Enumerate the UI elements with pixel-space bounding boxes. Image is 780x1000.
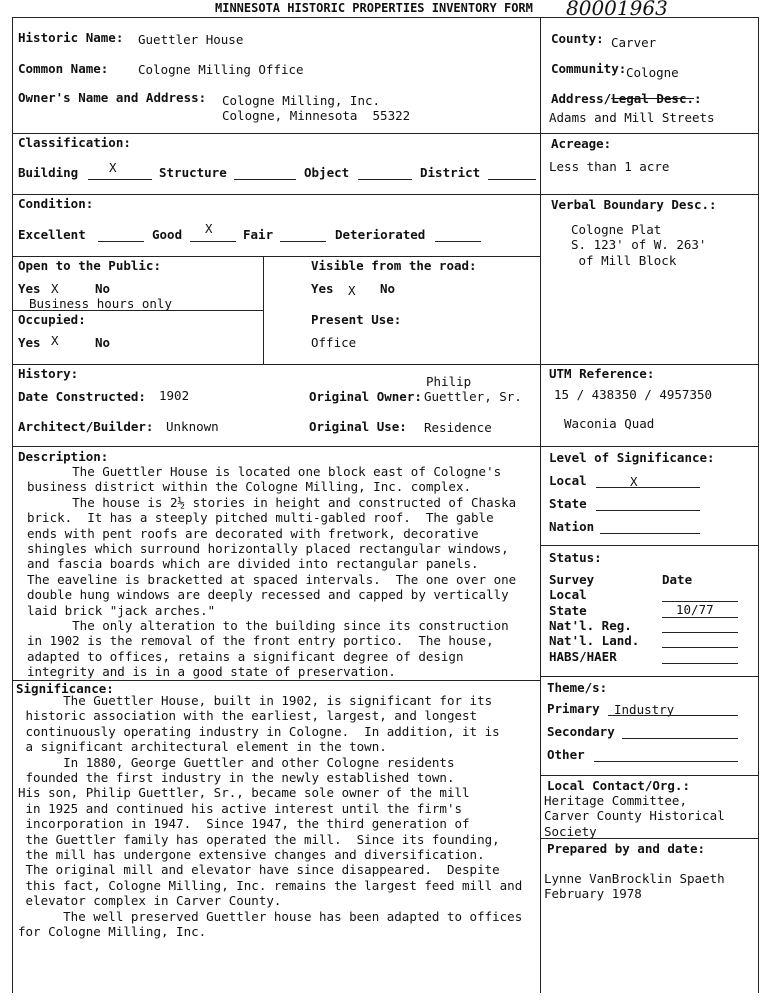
- address-label-struck: Legal Desc.: [611, 91, 695, 106]
- good-label: Good: [152, 227, 183, 242]
- original-use-value: Residence: [424, 420, 492, 435]
- community-value: Cologne: [626, 65, 679, 80]
- description-label: Description:: [18, 449, 109, 464]
- occupied-yes-mark: X: [51, 333, 59, 348]
- owner-line-1: Cologne Milling, Inc.: [222, 93, 381, 108]
- divider-line: [12, 194, 540, 195]
- common-name-value: Cologne Milling Office: [138, 62, 304, 77]
- theme-other-blank: [594, 761, 738, 762]
- building-label: Building: [18, 165, 79, 180]
- divider-line: [540, 133, 758, 134]
- address-label-colon: :: [694, 91, 702, 106]
- excellent-blank: [98, 241, 144, 242]
- status-state-blank: [662, 617, 738, 618]
- date-constructed-label: Date Constructed:: [18, 389, 146, 404]
- local-contact-line-2: Carver County Historical: [544, 808, 725, 823]
- divider-line: [540, 446, 758, 447]
- divider-line: [12, 446, 540, 447]
- visible-yes-label: Yes: [311, 281, 334, 296]
- form-number: 80001963: [566, 0, 668, 20]
- divider-line: [540, 194, 758, 195]
- boundary-line-1: Cologne Plat: [571, 222, 662, 237]
- quad-value: Waconia Quad: [564, 416, 655, 431]
- divider-line: [263, 256, 264, 364]
- original-use-label: Original Use:: [309, 419, 407, 434]
- frame-top: [12, 17, 758, 18]
- district-label: District: [420, 165, 481, 180]
- structure-label: Structure: [159, 165, 227, 180]
- address-label: [551, 91, 702, 106]
- status-natl-land-label: Nat'l. Land.: [549, 633, 640, 648]
- open-note: Business hours only: [29, 296, 172, 311]
- common-name-label: Common Name:: [18, 61, 109, 76]
- level-local-mark: X: [630, 474, 638, 489]
- community-label: Community:: [551, 61, 627, 76]
- county-value: Carver: [611, 35, 657, 50]
- status-survey-label: Survey: [549, 572, 595, 587]
- utm-label: UTM Reference:: [549, 366, 655, 381]
- description-text: The Guettler House is located one block east of Cologne's business district within the Cologne Milling, Inc. complex. The house is 2½ stories in height and constructed of Chaska brick. It has a steeply pitched multi-gabled roof. The gable ends with pent roofs are decorated with fretwork, decorative shingles which surround horizontally placed rectangular windows, and fascia boards which are divided into rectangular panels. The eaveline is bracketted at spaced intervals. The one over one double hung windows are deeply recessed and capped by vertically laid brick "jack arches." The only alteration to the building since its construction in 1902 is the removal of the front entry portico. The house, adapted to offices, retains a significant degree of design integrity and is in a good state of preservation.: [27, 464, 517, 680]
- condition-label: Condition:: [18, 196, 94, 211]
- address-value: Adams and Mill Streets: [549, 110, 715, 125]
- original-owner-label: Original Owner:: [309, 389, 422, 404]
- divider-line: [540, 545, 758, 546]
- acreage-value: Less than 1 acre: [549, 159, 670, 174]
- boundary-line-2: S. 123' of W. 263': [571, 237, 707, 252]
- open-public-label: Open to the Public:: [18, 258, 161, 273]
- classification-label: Classification:: [18, 135, 131, 150]
- level-significance-label: Level of Significance:: [549, 450, 715, 465]
- status-natl-reg-blank: [662, 632, 738, 633]
- deteriorated-blank: [435, 241, 481, 242]
- level-nation-label: Nation: [549, 519, 595, 534]
- architect-label: Architect/Builder:: [18, 419, 154, 434]
- object-label: Object: [304, 165, 350, 180]
- theme-primary-blank: [608, 715, 738, 716]
- object-blank: [358, 179, 412, 180]
- status-state-label: State: [549, 603, 587, 618]
- address-label-text: Address/: [551, 91, 612, 106]
- divider-line: [12, 256, 540, 257]
- building-blank: [88, 179, 152, 180]
- original-owner-line-2: Guettler, Sr.: [424, 389, 522, 404]
- acreage-label: Acreage:: [551, 136, 612, 151]
- frame-right: [758, 17, 759, 993]
- verbal-boundary-label: Verbal Boundary Desc.:: [551, 197, 717, 212]
- visible-road-label: Visible from the road:: [311, 258, 477, 273]
- prepared-line-2: February 1978: [544, 886, 642, 901]
- boundary-line-3: of Mill Block: [571, 253, 677, 268]
- level-local-label: Local: [549, 473, 587, 488]
- prepared-line-1: Lynne VanBrocklin Spaeth: [544, 871, 725, 886]
- open-yes-mark: X: [51, 281, 59, 296]
- historic-name-label: Historic Name:: [18, 30, 124, 45]
- level-state-blank: [596, 510, 700, 511]
- themes-label: Theme/s:: [547, 680, 608, 695]
- theme-secondary-blank: [622, 738, 738, 739]
- local-contact-line-3: Society: [544, 824, 597, 839]
- fair-label: Fair: [243, 227, 274, 242]
- open-yes-label: Yes: [18, 281, 41, 296]
- status-habs-blank: [662, 663, 738, 664]
- significance-label: Significance:: [16, 681, 114, 696]
- theme-primary-label: Primary: [547, 701, 600, 716]
- level-state-label: State: [549, 496, 587, 511]
- visible-no-label: No: [380, 281, 396, 296]
- divider-line: [540, 775, 758, 776]
- status-local-label: Local: [549, 587, 587, 602]
- visible-yes-mark: X: [348, 283, 356, 298]
- county-label: County:: [551, 31, 604, 46]
- date-constructed-value: 1902: [159, 388, 190, 403]
- building-mark: X: [109, 160, 117, 175]
- divider-line: [12, 364, 540, 365]
- divider-line: [540, 364, 758, 365]
- local-contact-label: Local Contact/Org.:: [547, 778, 690, 793]
- architect-value: Unknown: [166, 419, 219, 434]
- prepared-by-label: Prepared by and date:: [547, 841, 706, 856]
- status-natl-reg-label: Nat'l. Reg.: [549, 618, 632, 633]
- level-nation-blank: [600, 533, 700, 534]
- divider-line: [540, 676, 758, 677]
- historic-name-value: Guettler House: [138, 32, 244, 47]
- present-use-label: Present Use:: [311, 312, 402, 327]
- status-state-date: 10/77: [676, 602, 714, 617]
- present-use-value: Office: [311, 335, 357, 350]
- status-natl-land-blank: [662, 647, 738, 648]
- frame-left: [12, 17, 13, 993]
- excellent-label: Excellent: [18, 227, 86, 242]
- history-label: History:: [18, 366, 79, 381]
- status-label: Status:: [549, 550, 602, 565]
- utm-value: 15 / 438350 / 4957350: [554, 387, 713, 402]
- significance-text: The Guettler House, built in 1902, is significant for its historic association with the earliest, largest, and longest continuously operating industry in Cologne. In addition, it is a significant architectural element in the town. In 1880, George Guettler and other Cologne residents founded the first industry in the newly established town. His son, Philip Guettler, Sr., became sole owner of the mill in 1925 and continued his active interest until the firm's incorporation in 1947. Since 1947, the third generation of the Guettler family has operated the mill. Since its founding, the mill has undergone extensive changes and diversification. The original mill and elevator have since disappeared. Despite this fact, Cologne Milling, Inc. remains the largest feed mill and elevator complex in Carver County. The well preserved Guettler house has been adapted to offices for Cologne Milling, Inc.: [18, 693, 523, 940]
- divider-line: [12, 133, 540, 134]
- fair-blank: [280, 241, 326, 242]
- column-divider: [540, 17, 541, 993]
- level-local-blank: [596, 487, 700, 488]
- theme-primary-value: Industry: [614, 702, 675, 717]
- owner-line-2: Cologne, Minnesota 55322: [222, 108, 411, 123]
- status-habs-label: HABS/HAER: [549, 649, 617, 664]
- theme-secondary-label: Secondary: [547, 724, 615, 739]
- good-mark: X: [205, 221, 213, 236]
- occupied-no-label: No: [95, 335, 111, 350]
- deteriorated-label: Deteriorated: [335, 227, 426, 242]
- occupied-yes-label: Yes: [18, 335, 41, 350]
- status-date-label: Date: [662, 572, 693, 587]
- local-contact-line-1: Heritage Committee,: [544, 793, 687, 808]
- open-no-label: No: [95, 281, 111, 296]
- structure-blank: [234, 179, 296, 180]
- good-blank: [190, 241, 236, 242]
- original-owner-line-1: Philip: [426, 374, 472, 389]
- owner-label: Owner's Name and Address:: [18, 90, 207, 105]
- form-title: MINNESOTA HISTORIC PROPERTIES INVENTORY FORM: [215, 1, 533, 15]
- occupied-label: Occupied:: [18, 312, 86, 327]
- theme-other-label: Other: [547, 747, 585, 762]
- district-blank: [488, 179, 536, 180]
